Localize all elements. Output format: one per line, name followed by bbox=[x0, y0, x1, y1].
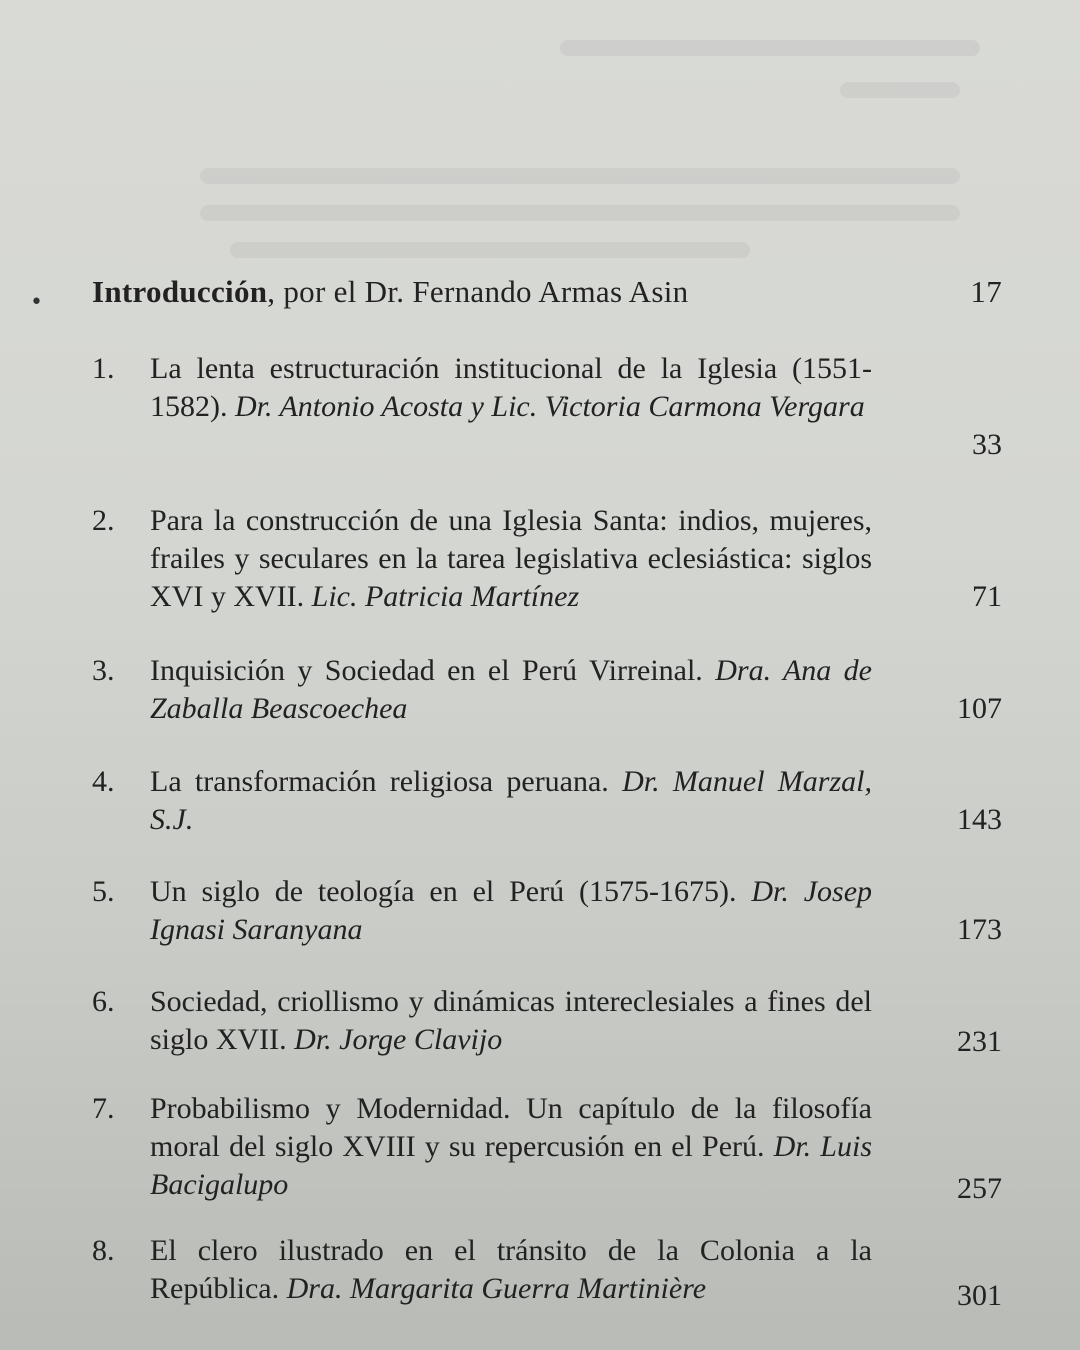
entry-author: Dr. Jorge Clavijo bbox=[294, 1023, 503, 1056]
entry-author: Dra. Margarita Guerra Martinière bbox=[286, 1272, 707, 1305]
entry-title: Para la construcción de una Iglesia Santa: indios, mujeres, frailes y seculares en la tarea legislativa eclesiástica: siglos XVI y XVII. bbox=[150, 504, 872, 613]
intro-label: Introducción bbox=[92, 274, 268, 309]
entry-page-number: 301 bbox=[957, 1279, 1002, 1312]
entry-author: Lic. Patricia Martínez bbox=[311, 580, 580, 613]
entry-title: El clero ilustrado en el tránsito de la Colonia a la República. bbox=[150, 1234, 872, 1305]
entry-author: Dra. Ana de Zaballa Beascoechea bbox=[150, 654, 872, 725]
entry-page-number: 107 bbox=[957, 692, 1002, 725]
entry-number: 5. bbox=[92, 875, 115, 908]
bleed-through-line bbox=[200, 205, 960, 221]
entry-page-number: 33 bbox=[972, 428, 1002, 461]
entry-page-number: 231 bbox=[957, 1025, 1002, 1058]
entry-page-number: 173 bbox=[957, 913, 1002, 946]
entry-number: 2. bbox=[92, 504, 115, 537]
entry-title: Inquisición y Sociedad en el Perú Virreinal. bbox=[150, 654, 703, 687]
bleed-through-line bbox=[200, 168, 960, 184]
entry-number: 3. bbox=[92, 654, 115, 687]
entry-author: Dr. Josep Ignasi Saranyana bbox=[150, 875, 873, 946]
entry-page-number: 143 bbox=[957, 803, 1002, 836]
bleed-through-line bbox=[560, 40, 980, 56]
entry-number: 6. bbox=[92, 985, 115, 1018]
entry-title: Sociedad, criollismo y dinámicas intereclesiales a fines del siglo XVII. bbox=[150, 985, 872, 1056]
entry-number: 8. bbox=[92, 1234, 115, 1267]
bleed-through-line bbox=[840, 82, 960, 98]
entry-page-number: 71 bbox=[972, 580, 1002, 613]
entry-number: 7. bbox=[92, 1092, 115, 1125]
intro-author: , por el Dr. Fernando Armas Asin bbox=[267, 274, 689, 309]
entry-author: Dr. Manuel Marzal, S.J. bbox=[150, 765, 872, 836]
toc-introduction bbox=[92, 272, 1002, 312]
entry-title: Un siglo de teología en el Perú (1575-1675). bbox=[150, 875, 737, 908]
entry-page-number: 257 bbox=[957, 1172, 1002, 1205]
entry-title: La transformación religiosa peruana. bbox=[150, 765, 609, 798]
bleed-through-line bbox=[230, 242, 750, 258]
entry-number: 4. bbox=[92, 765, 115, 798]
entry-title: La lenta estructuración institucional de la Iglesia (1551-1582). bbox=[150, 352, 872, 423]
entry-author: Dr. Antonio Acosta y Lic. Victoria Carmona Vergara bbox=[235, 390, 865, 423]
intro-page-number: 17 bbox=[970, 274, 1002, 309]
entry-author: Dr. Luis Bacigalupo bbox=[150, 1130, 872, 1201]
entry-title: Probabilismo y Modernidad. Un capítulo de la filosofía moral del siglo XVIII y su repercusión en el Perú. bbox=[150, 1092, 872, 1163]
margin-dot: • bbox=[30, 290, 43, 315]
entry-number: 1. bbox=[92, 352, 115, 385]
